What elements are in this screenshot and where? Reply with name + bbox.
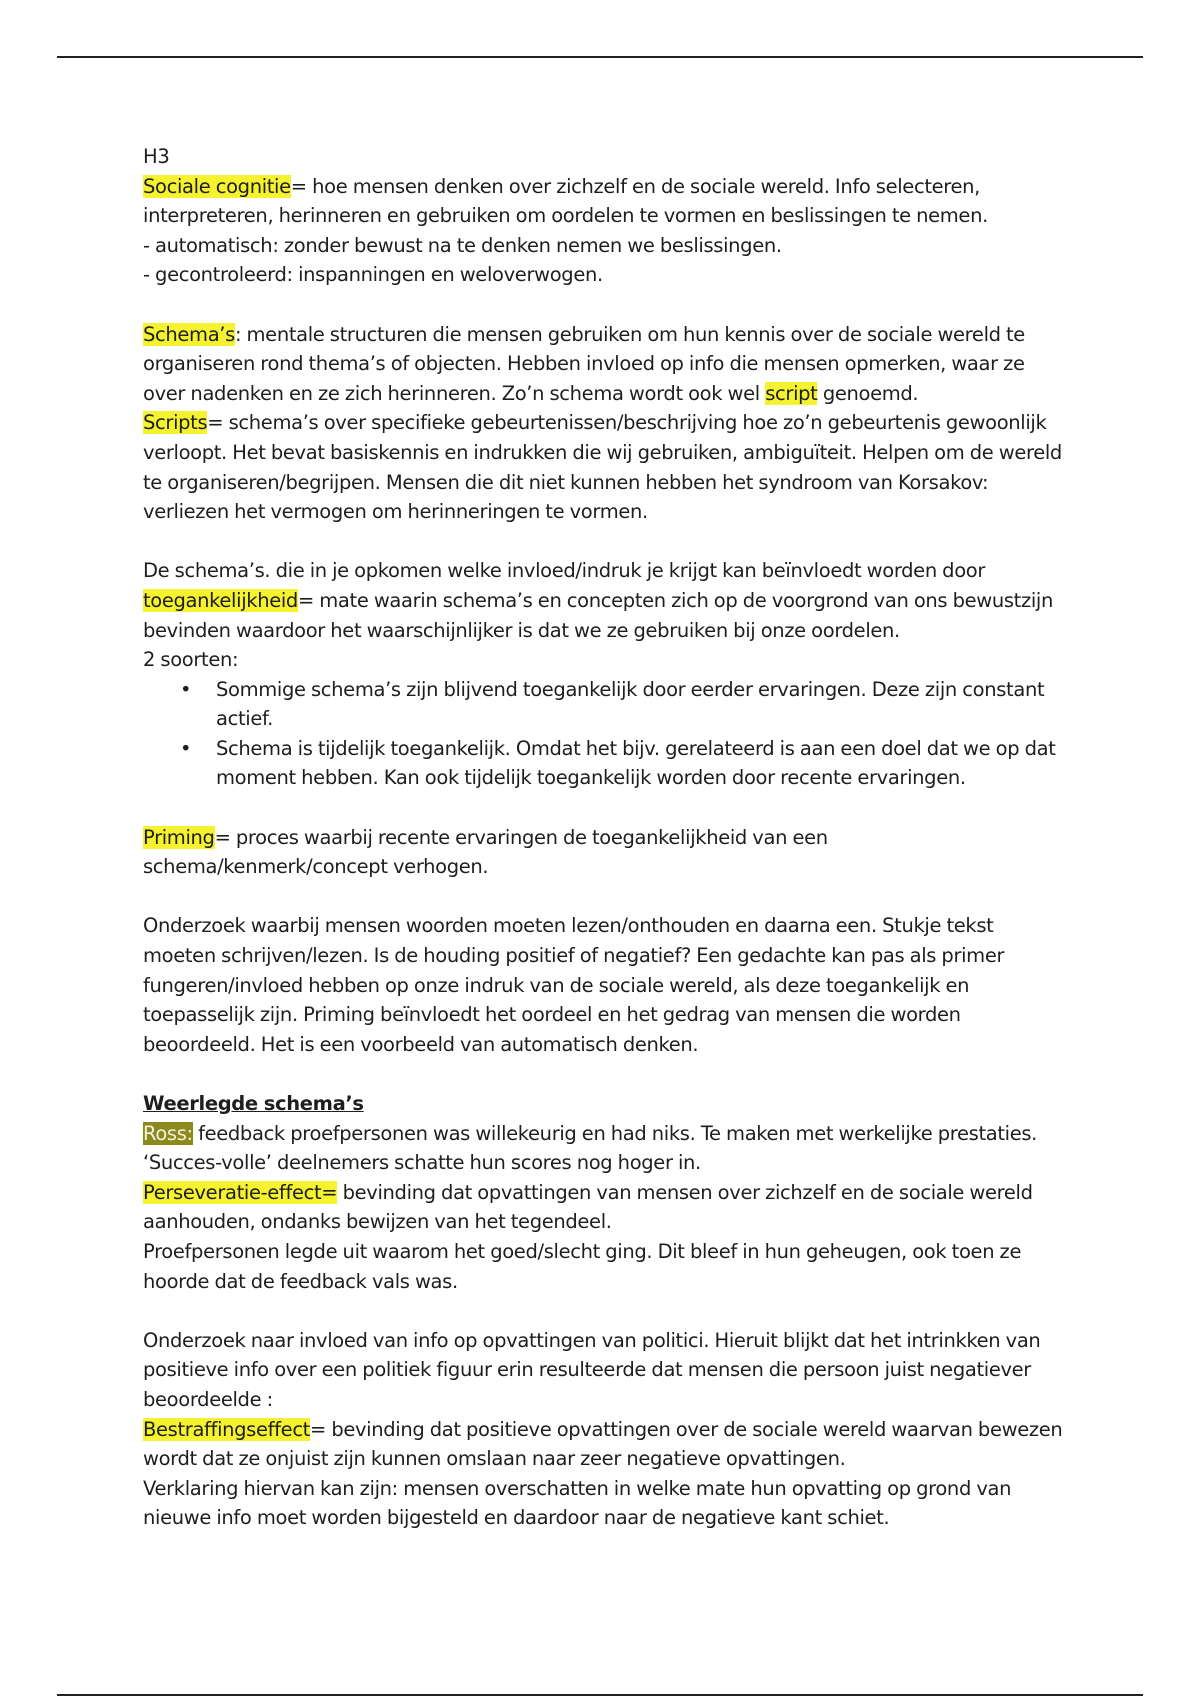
spacer (143, 882, 1063, 912)
definition-text: feedback proefpersonen was willekeurig en had niks. Te maken met werkelijke prestaties. ‘Succes-volle’ deelnemers schatte hun scores nog hoger in. (143, 1121, 1038, 1175)
term-perseveratie-effect: Perseveratie-effect= (143, 1180, 338, 1204)
chapter-label: H3 (143, 145, 170, 168)
list-line-gecontroleerd: - gecontroleerd: inspanningen en weloverwogen. (143, 263, 603, 287)
term-schemas: Schema’s (143, 322, 235, 346)
spacer (143, 527, 1063, 557)
list-item-text: Schema is tijdelijk toegankelijk. Omdat het bijv. gerelateerd is aan een doel dat we op dat moment hebben. Kan ook tijdelijk toegankelijk worden door recente ervaringen. (216, 736, 1056, 790)
paragraph-schemas (143, 320, 1063, 409)
term-script: script (765, 381, 818, 405)
paragraph-onderzoek-priming: Onderzoek waarbij mensen woorden moeten lezen/onthouden en daarna een. Stukje tekst moeten schrijven/lezen. Is de houding positief of negatief? Een gedachte kan pas als primer fungeren/invloed hebben op onze indruk van de sociale wereld, als deze toegankelijk en toepasselijk zijn. Priming beïnvloedt het oordeel en het gedrag van mensen die worden beoordeeld. Het is een voorbeeld van automatisch denken. (143, 914, 1005, 1056)
bullet-icon: • (180, 736, 192, 760)
paragraph-proefpersonen: Proefpersonen legde uit waarom het goed/slecht ging. Dit bleef in hun geheugen, ook toen ze hoorde dat de feedback vals was. (143, 1239, 1022, 1293)
paragraph-priming (143, 823, 1063, 882)
definition-text: bevinding dat opvattingen van mensen over zichzelf en de sociale wereld aanhouden, ondanks bewijzen van het tegendeel. (143, 1180, 1033, 1234)
footer-rule (57, 1694, 1143, 1696)
paragraph-ross (143, 1119, 1063, 1178)
definition-text: = schema’s over specifieke gebeurtenissen/beschrijving hoe zo’n gebeurtenis gewoonlijk verloopt. Het bevat basiskennis en indrukken die wij gebruiken, ambiguïteit. Helpen om de wereld te organiseren/begrijpen. Mensen die dit niet kunnen hebben het syndroom van Korsakov: verliezen het vermogen om herinneringen te vormen. (143, 411, 1062, 524)
definition-text: = hoe mensen denken over zichzelf en de sociale wereld. Info selecteren, interpreteren, herinneren en gebruiken om oordelen te vormen en beslissingen te nemen. (143, 174, 988, 228)
definition-text: = bevinding dat positieve opvattingen over de sociale wereld waarvan bewezen wordt dat ze onjuist zijn kunnen omslaan naar zeer negatieve opvattingen. (143, 1417, 1063, 1471)
paragraph-bestraffingseffect (143, 1415, 1063, 1474)
term-bestraffingseffect: Bestraffingseffect (143, 1417, 310, 1441)
document-body (143, 142, 1063, 1533)
paragraph-verklaring: Verklaring hiervan kan zijn: mensen overschatten in welke mate hun opvatting op grond van nieuwe info moet worden bijgesteld en daardoor naar de negatieve kant schiet. (143, 1476, 1012, 1530)
paragraph-onderzoek-politici: Onderzoek naar invloed van info op opvattingen van politici. Hieruit blijkt dat het intrinkken van positieve info over een politiek figuur erin resulteerde dat mensen die persoon juist negatiever beoordeelde : (143, 1328, 1041, 1411)
definition-text: genoemd. (817, 381, 919, 405)
term-scripts: Scripts (143, 411, 208, 435)
list-item (143, 734, 1063, 793)
spacer (143, 290, 1063, 320)
bullet-list (143, 675, 1063, 793)
spacer (143, 793, 1063, 823)
definition-text: = proces waarbij recente ervaringen de toegankelijkheid van een schema/kenmerk/concept verhogen. (143, 825, 828, 879)
list-item (143, 675, 1063, 734)
term-toegankelijkheid: toegankelijkheid (143, 588, 298, 612)
header-rule (57, 56, 1143, 58)
paragraph-sociale-cognitie (143, 172, 1063, 231)
list-item-text: Sommige schema’s zijn blijvend toegankelijk door eerder ervaringen. Deze zijn constant actief. (216, 677, 1045, 731)
term-ross: Ross: (143, 1121, 193, 1145)
definition-text: : mentale structuren die mensen gebruiken om hun kennis over de sociale wereld te organiseren rond thema’s of objecten. Hebben invloed op info die mensen opmerken, waar ze over nadenken en ze zich herinneren. Zo’n schema wordt ook wel (143, 322, 1025, 405)
bullet-icon: • (180, 677, 192, 701)
paragraph-toegankelijkheid (143, 556, 1063, 645)
intro-text: De schema’s. die in je opkomen welke invloed/indruk je krijgt kan beïnvloedt worden door (143, 559, 986, 583)
spacer (143, 1296, 1063, 1326)
term-sociale-cognitie: Sociale cognitie (143, 174, 291, 198)
paragraph-perseveratie (143, 1178, 1063, 1237)
list-line-automatisch: - automatisch: zonder bewust na te denken nemen we beslissingen. (143, 233, 782, 257)
sorts-label: 2 soorten: (143, 648, 239, 672)
paragraph-scripts (143, 408, 1063, 526)
section-heading-weerlegde-schemas: Weerlegde schema’s (143, 1092, 364, 1115)
spacer (143, 1059, 1063, 1089)
term-priming: Priming (143, 825, 215, 849)
definition-text: = mate waarin schema’s en concepten zich op de voorgrond van ons bewustzijn bevinden waardoor het waarschijnlijker is dat we ze gebruiken bij onze oordelen. (143, 588, 1053, 642)
